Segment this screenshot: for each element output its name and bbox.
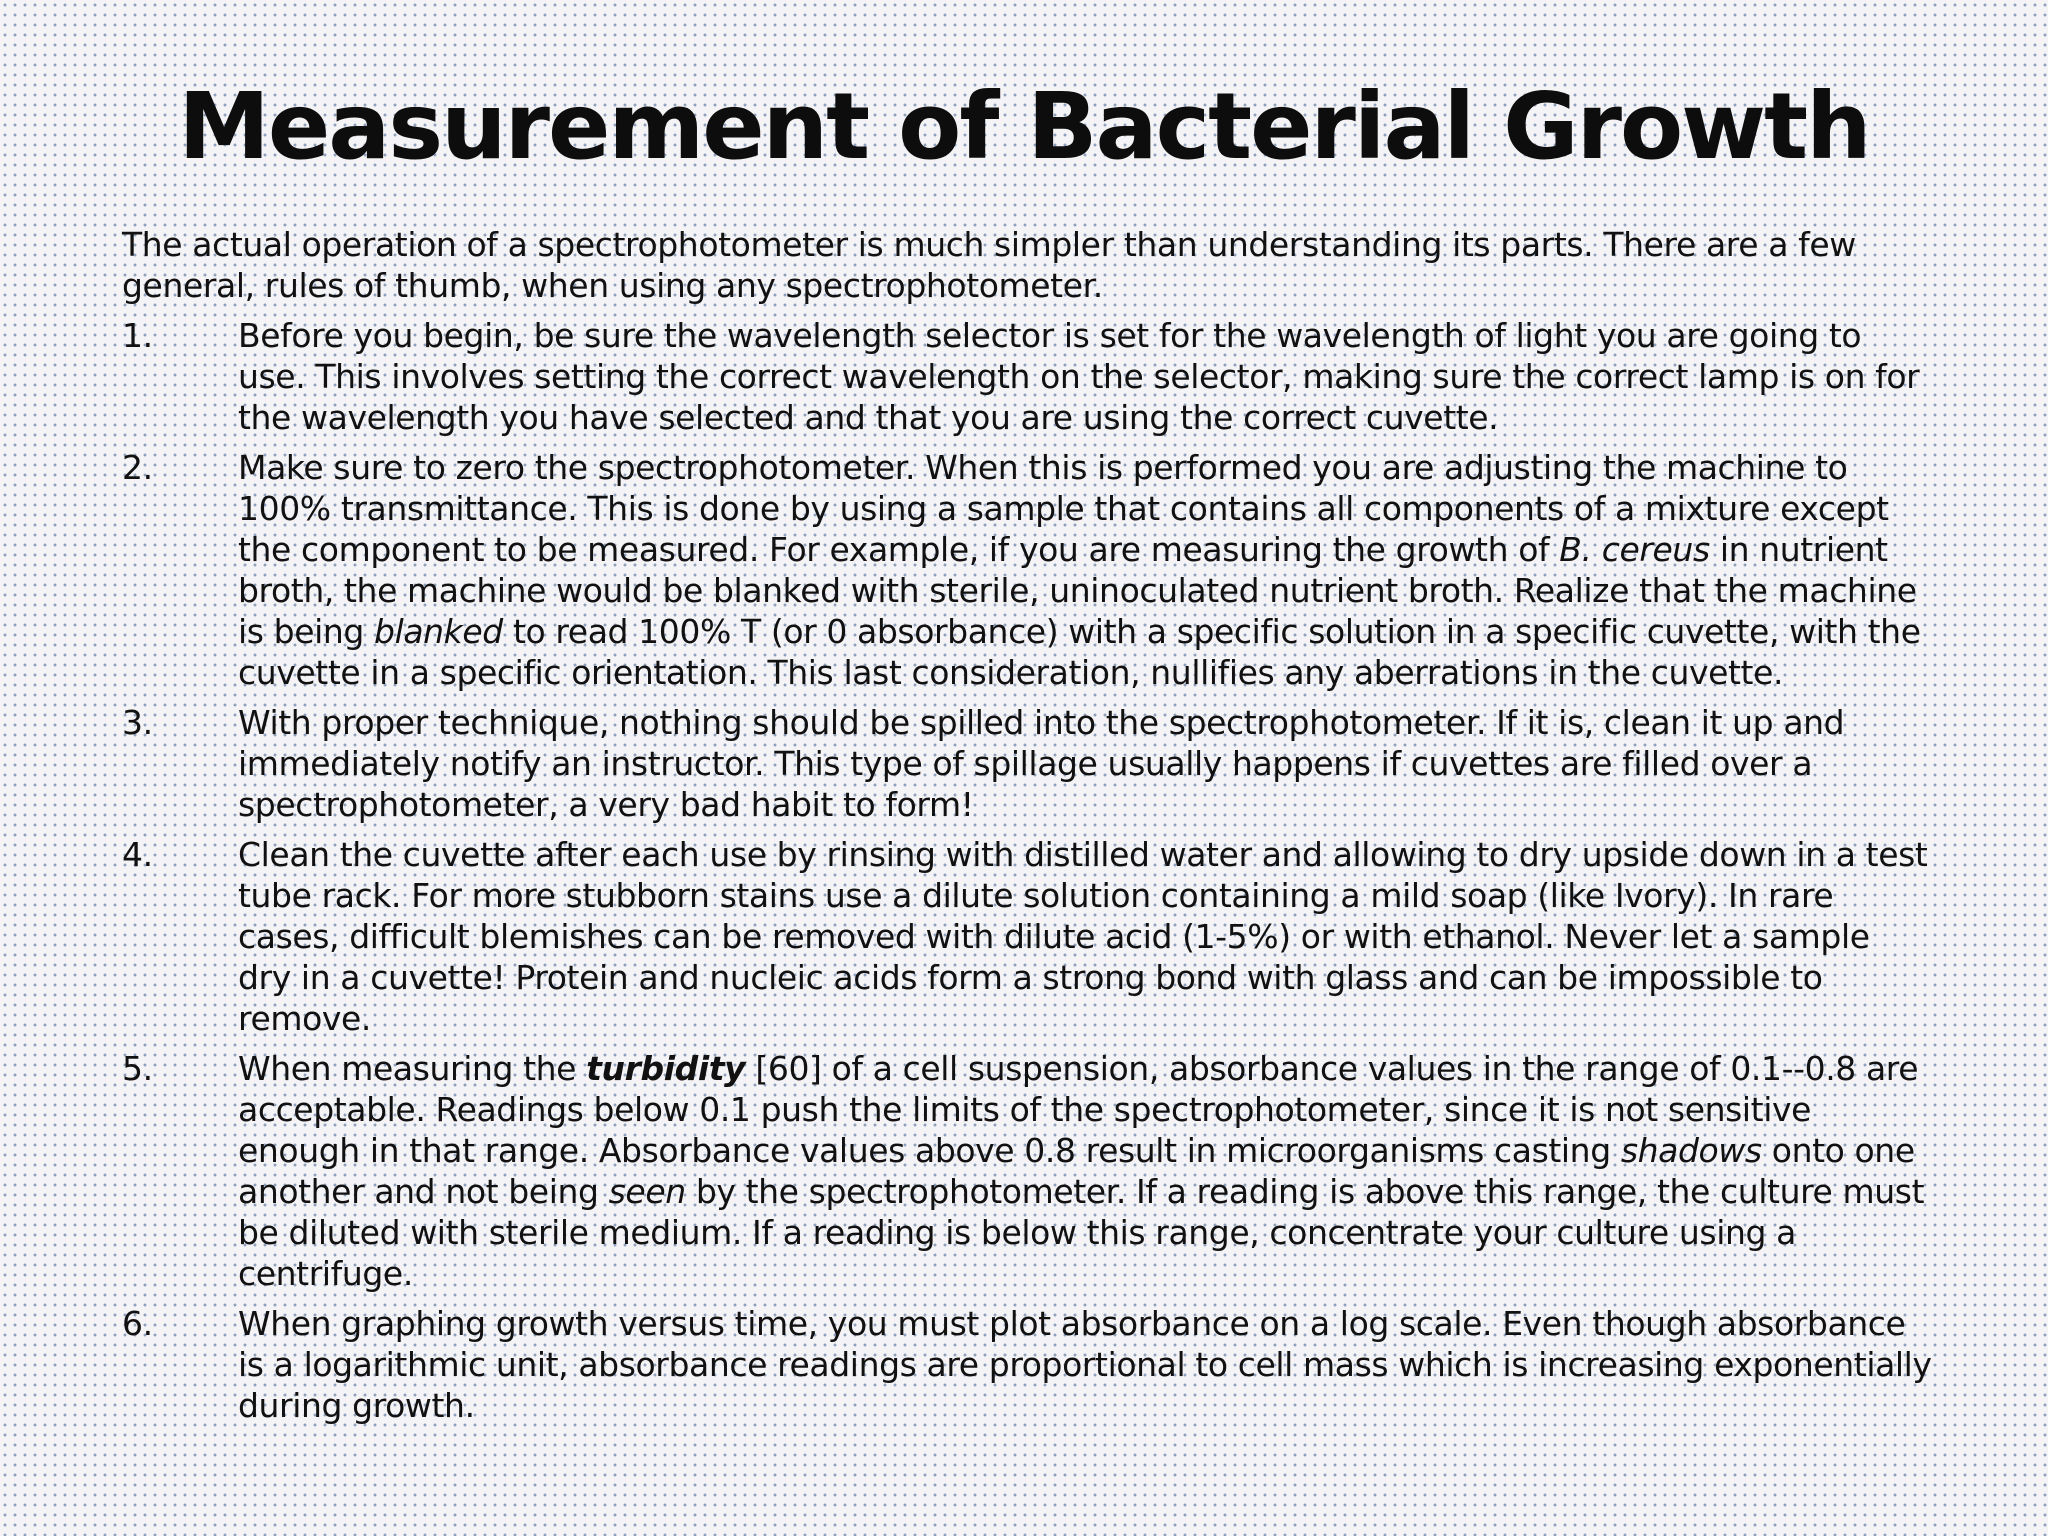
item-text-segment: Make sure to zero the spectrophotometer. When this is performed you are adjusting the machine to 100% transmittance. This is done by using a sample that contains all components of a mixture except the component to be measured. For example, if you are measuring the growth of bbox=[238, 448, 1889, 569]
item-number: 2. bbox=[122, 448, 153, 487]
list-item bbox=[122, 1048, 1932, 1294]
rules-list bbox=[122, 315, 1932, 1426]
item-number: 3. bbox=[122, 703, 153, 742]
emphasis-seen: seen bbox=[608, 1172, 686, 1211]
species-name: B. cereus bbox=[1559, 530, 1710, 569]
emphasis-shadows: shadows bbox=[1620, 1131, 1762, 1170]
item-text-segment: by the spectrophotometer. If a reading is above this range, the culture must be diluted with sterile medium. If a reading is below this range, concentrate your culture using a centrifuge. bbox=[238, 1172, 1925, 1293]
item-number: 5. bbox=[122, 1049, 153, 1088]
intro-paragraph: The actual operation of a spectrophotometer is much simpler than understanding its parts. There are a few general, rules of thumb, when using any spectrophotometer. bbox=[122, 225, 1856, 305]
list-item bbox=[122, 702, 1932, 825]
list-item bbox=[122, 447, 1932, 693]
item-text: With proper technique, nothing should be spilled into the spectrophotometer. If it is, clean it up and immediately notify an instructor. This type of spillage usually happens if cuvettes are filled over a spectrophotometer, a very bad habit to form! bbox=[238, 703, 1845, 824]
slide-body bbox=[122, 224, 1932, 1435]
emphasis-turbidity: turbidity bbox=[586, 1049, 746, 1088]
item-text-segment: [60] of a cell suspension, absorbance values in the range of 0.1--0.8 are acceptable. Readings below 0.1 push the limits of the spectrophotometer, since it is not sensitive enough in that range. Absorbance values above 0.8 result in microorganisms casting bbox=[238, 1049, 1919, 1170]
item-text bbox=[238, 1048, 1932, 1294]
list-item bbox=[122, 1303, 1932, 1426]
item-number: 4. bbox=[122, 835, 153, 874]
item-text bbox=[238, 447, 1932, 693]
item-text-segment: onto one another and not being bbox=[238, 1131, 1915, 1211]
item-text-segment: in nutrient broth, the machine would be blanked with sterile, uninoculated nutrient broth. Realize that the machine is being bbox=[238, 530, 1917, 651]
item-text: Before you begin, be sure the wavelength selector is set for the wavelength of light you are going to use. This involves setting the correct wavelength on the selector, making sure the correct lamp is on for the wavelength you have selected and that you are using the correct cuvette. bbox=[238, 316, 1920, 437]
list-item bbox=[122, 834, 1932, 1039]
item-text: When graphing growth versus time, you must plot absorbance on a log scale. Even though absorbance is a logarithmic unit, absorbance readings are proportional to cell mass which is increasing exponentially during growth. bbox=[238, 1304, 1932, 1425]
item-number: 6. bbox=[122, 1304, 153, 1343]
emphasis-blanked: blanked bbox=[374, 612, 503, 651]
item-text: Clean the cuvette after each use by rinsing with distilled water and allowing to dry upside down in a test tube rack. For more stubborn stains use a dilute solution containing a mild soap (like Ivory). In rare cases, difficult blemishes can be removed with dilute acid (1-5%) or with ethanol. Never let a sample dry in a cuvette! Protein and nucleic acids form a strong bond with glass and can be impossible to remove. bbox=[238, 835, 1928, 1038]
item-text-segment: When measuring the bbox=[238, 1049, 587, 1088]
item-number: 1. bbox=[122, 316, 153, 355]
slide-title: Measurement of Bacterial Growth bbox=[178, 73, 1870, 180]
list-item bbox=[122, 315, 1932, 438]
item-text-segment: to read 100% T (or 0 absorbance) with a specific solution in a specific cuvette, with the cuvette in a specific orientation. This last consideration, nullifies any aberrations in the cuvette. bbox=[238, 612, 1921, 692]
